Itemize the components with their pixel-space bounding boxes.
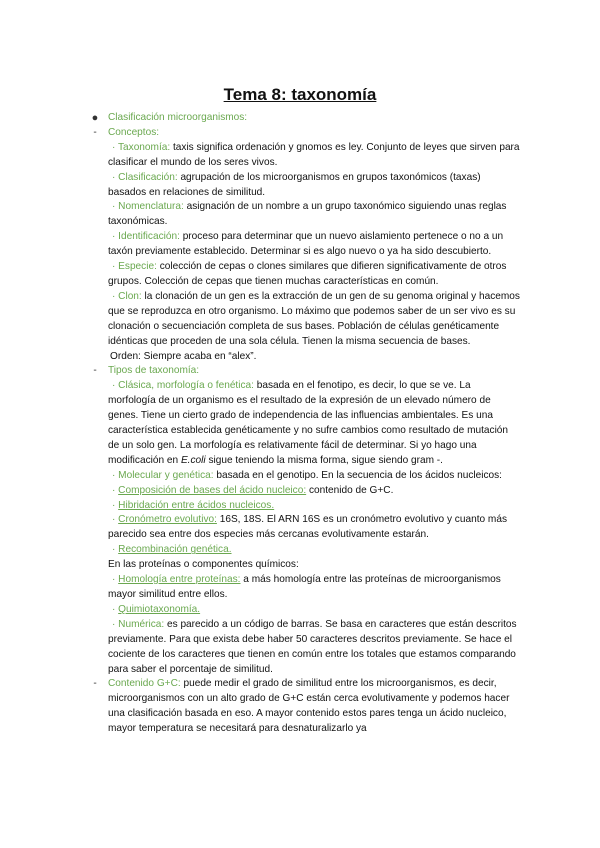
document-body — [91, 111, 520, 737]
term-definition: agrupación de los microorganismos en grupos taxonómicos (taxas) basados en relaciones de similitud. — [108, 171, 481, 198]
tipo-molecular — [108, 469, 520, 484]
sub-recombinacion — [108, 543, 520, 558]
term-label: · Taxonomía: — [112, 141, 171, 153]
term-label: Composición de bases del ácido nucleico: — [118, 484, 307, 496]
list-item-conceptos — [93, 126, 520, 141]
tipo-numerica — [108, 618, 520, 678]
term-label: Quimiotaxonomía. — [118, 603, 201, 615]
concept-identificacion — [108, 230, 520, 260]
concept-taxonomia — [108, 141, 520, 171]
term-definition: puede medir el grado de similitud entre los microorganismos, es decir, microorganismos con un alto grado de G+C están cerca evolutivamente y podemos hacer una clasificación basada en eso. A mayor contenido estos pares tenga un ácido nucleico, mayor temperatura se necesitará para desnaturalizarlo ya — [108, 678, 510, 735]
term-label: · Clasificación: — [112, 171, 178, 183]
term-label: · Clásica, morfología o fenética: — [112, 380, 254, 392]
page-title: Tema 8: taxonomía — [223, 85, 377, 105]
term-definition: contenido de G+C. — [306, 484, 394, 496]
sub-prefix: · — [112, 603, 119, 615]
term-definition: asignación de un nombre a un grupo taxonómico siguiendo unas reglas taxonómicas. — [108, 201, 507, 228]
term-label: · Especie: — [112, 261, 157, 273]
proteinas-intro: En las proteínas o componentes químicos: — [108, 559, 299, 571]
term-label: · Molecular y genética: — [112, 469, 214, 481]
concept-clasificacion — [108, 171, 520, 201]
concept-orden: Orden: Siempre acaba en “alex”. — [110, 350, 257, 362]
section-heading-contenido: Contenido G+C: — [108, 678, 181, 690]
term-label: · Numérica: — [112, 618, 165, 630]
sub-prefix: · — [112, 574, 119, 586]
term-definition: taxis significa ordenación y gnomos es ley. Conjunto de leyes que sirven para clasificar el mundo de los seres vivos. — [108, 141, 520, 168]
concept-clon — [108, 290, 520, 350]
term-label: · Nomenclatura: — [112, 201, 184, 213]
term-definition: colección de cepas o clones similares que difieren significativamente de otros grupos. Colección de cepas que tienen muchas características en común. — [108, 261, 507, 287]
sub-cronometro — [108, 513, 520, 543]
term-label: Homología entre proteínas: — [118, 574, 241, 586]
term-label: · Clon: — [112, 290, 142, 302]
term-label: · Identificación: — [112, 231, 180, 243]
list-item-contenido — [93, 677, 520, 737]
sub-quimiotaxonomia — [108, 603, 520, 618]
bullet-marker: ● — [91, 112, 99, 124]
sub-prefix: · — [112, 544, 119, 556]
term-definition: proceso para determinar que un nuevo aislamiento pertenece o no a un taxón previamente establecido. Determinar si es algo nuevo o ya ha sido descubierto. — [108, 231, 504, 258]
term-label: Hibridación entre ácidos nucleicos. — [118, 499, 275, 511]
term-definition-continued: sigue teniendo la misma forma, sigue siendo gram -. — [205, 454, 443, 466]
term-label: Recombinación genética. — [118, 544, 232, 556]
sub-prefix: · — [112, 499, 119, 511]
term-definition: a más homología entre las proteínas de microorganismos mayor similitud entre ellos. — [108, 574, 501, 600]
section-heading-conceptos: Conceptos: — [108, 126, 160, 138]
species-name: E.coli — [180, 454, 206, 466]
term-definition: es parecido a un código de barras. Se basa en caracteres que están descritos previamente. Para que exista debe haber 50 caracteres descritos previamente. Se hace el cociente de los caracteres que tienen en común entre los totales que estamos comparando para saber el porcentaje de similitud. — [108, 618, 517, 675]
dash-marker: - — [93, 365, 97, 377]
concept-nomenclatura — [108, 200, 520, 230]
sub-prefix: · — [112, 514, 119, 526]
dash-marker: - — [93, 678, 97, 690]
sub-prefix: · — [112, 484, 119, 496]
list-item-tipos — [93, 364, 520, 379]
dash-marker: - — [93, 126, 97, 138]
section-heading-clasificacion: Clasificación microorganismos: — [108, 112, 248, 123]
term-definition: basada en el genotipo. En la secuencia de los ácidos nucleicos: — [213, 469, 502, 481]
term-label: Cronómetro evolutivo: — [118, 514, 217, 526]
term-definition: basada en el fenotipo, es decir, lo que se ve. La morfología de un organismo es el resultado de la expresión de un elevado número de genes. Tiene un cierto grado de independencia de las influencias ambientales. Es una característica establecida genéticamente y no sufre cambios como resultado de mutación de un solo gen. La morfología es relativamente fácil de determinar. Si yo hago una modificación en — [108, 380, 509, 466]
sub-hibridacion — [108, 499, 520, 514]
list-item-clasificacion — [91, 111, 520, 126]
sub-homologia — [108, 573, 520, 603]
concept-especie — [108, 260, 520, 290]
term-definition: la clonación de un gen es la extracción de un gen de su genoma original y hacemos que se reproduzca en otro organismo. Lo máximo que podemos saber de un ser vivo es su clonación o secuenciación completa de sus bases. Población de células genéticamente idénticas que proceden de una sola célula. Tienen la misma secuencia de bases. — [108, 290, 520, 347]
section-heading-tipos: Tipos de taxonomía: — [108, 365, 200, 377]
tipo-clasica — [108, 379, 520, 468]
term-definition: 16S, 18S. El ARN 16S es un cronómetro evolutivo y cuanto más parecido sea entre dos especies más cercanas evolutivamente estarán. — [108, 514, 507, 541]
sub-composicion — [108, 484, 520, 499]
